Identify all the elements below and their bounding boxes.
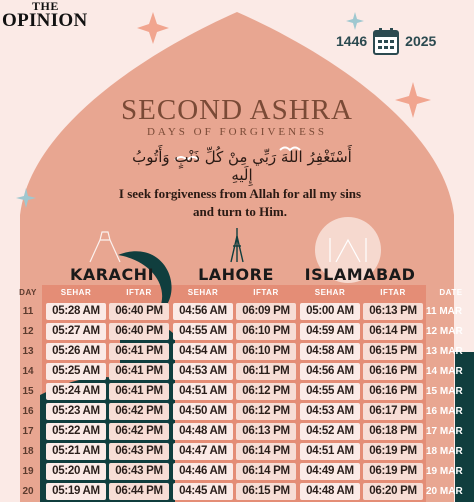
page-title: SECOND ASHRA — [121, 94, 353, 126]
karachi-sehar: 05:21 AM — [46, 443, 106, 460]
lahore-iftar: 06:10 PM — [236, 343, 296, 360]
lahore-sehar: 04:53 AM — [173, 363, 233, 380]
day-number: 12 — [22, 326, 34, 337]
karachi-sehar: 05:19 AM — [46, 483, 106, 500]
date-label: 15 MAR — [426, 386, 463, 397]
date-label: 17 MAR — [426, 426, 463, 437]
date-label: 16 MAR — [426, 406, 463, 417]
lahore-sehar: 04:47 AM — [173, 443, 233, 460]
karachi-sehar: 05:22 AM — [46, 423, 106, 440]
islamabad-iftar: 06:16 PM — [363, 383, 423, 400]
date-label: 18 MAR — [426, 446, 463, 457]
gregorian-year: 2025 — [405, 33, 437, 49]
lahore-iftar: 06:12 PM — [236, 403, 296, 420]
islamabad-iftar: 06:13 PM — [363, 303, 423, 320]
lahore-sehar: 04:56 AM — [173, 303, 233, 320]
islamabad-sehar: 05:00 AM — [300, 303, 360, 320]
lahore-iftar: 06:11 PM — [236, 363, 296, 380]
lahore-sehar: 04:55 AM — [173, 323, 233, 340]
header-iftar: IFTAR — [126, 288, 152, 297]
islamabad-iftar: 06:20 PM — [363, 483, 423, 500]
karachi-iftar: 06:44 PM — [109, 483, 169, 500]
city-lahore: LAHORE — [198, 265, 274, 284]
brand-name: OPINION — [2, 10, 88, 31]
karachi-iftar: 06:43 PM — [109, 443, 169, 460]
date-label: 14 MAR — [426, 366, 463, 377]
day-number: 15 — [22, 386, 34, 397]
dua-translation: I seek forgiveness from Allah for all my sins and turn to Him. — [118, 186, 362, 219]
lahore-sehar: 04:54 AM — [173, 343, 233, 360]
lahore-sehar: 04:48 AM — [173, 423, 233, 440]
karachi-sehar: 05:27 AM — [46, 323, 106, 340]
page-subtitle: DAYS OF FORGIVENESS — [146, 126, 328, 138]
header-sehar: SEHAR — [314, 288, 346, 297]
karachi-sehar: 05:20 AM — [46, 463, 106, 480]
hijri-year: 1446 — [336, 33, 368, 49]
dua-arabic: أَسْتَغْفِرُ اللهَ رَبِّي مِنْ كُلِّ ذَنْبٍ وَأَتُوبُ إِلَيهِ — [132, 148, 352, 184]
lahore-sehar: 04:50 AM — [173, 403, 233, 420]
islamabad-iftar: 06:19 PM — [363, 463, 423, 480]
table-row — [0, 343, 474, 361]
table-row — [0, 403, 474, 421]
lahore-iftar: 06:14 PM — [236, 443, 296, 460]
header-sehar: SEHAR — [60, 288, 92, 297]
islamabad-iftar: 06:14 PM — [363, 323, 423, 340]
islamabad-sehar: 04:55 AM — [300, 383, 360, 400]
header-iftar: IFTAR — [380, 288, 406, 297]
table-row — [0, 303, 474, 321]
header-iftar: IFTAR — [253, 288, 279, 297]
day-number: 17 — [22, 426, 34, 437]
day-number: 13 — [22, 346, 34, 357]
islamabad-sehar: 04:51 AM — [300, 443, 360, 460]
karachi-iftar: 06:41 PM — [109, 363, 169, 380]
karachi-iftar: 06:41 PM — [109, 383, 169, 400]
lahore-iftar: 06:12 PM — [236, 383, 296, 400]
karachi-sehar: 05:28 AM — [46, 303, 106, 320]
day-number: 20 — [22, 486, 34, 497]
header-sehar: SEHAR — [187, 288, 219, 297]
islamabad-iftar: 06:16 PM — [363, 363, 423, 380]
date-label: 11 MAR — [426, 306, 463, 317]
karachi-iftar: 06:42 PM — [109, 423, 169, 440]
table-row — [0, 423, 474, 441]
date-label: 12 MAR — [426, 326, 463, 337]
table-row — [0, 463, 474, 481]
karachi-iftar: 06:42 PM — [109, 403, 169, 420]
islamabad-sehar: 04:58 AM — [300, 343, 360, 360]
islamabad-sehar: 04:52 AM — [300, 423, 360, 440]
sparkle-icon — [137, 12, 169, 44]
day-number: 19 — [22, 466, 34, 477]
islamabad-iftar: 06:15 PM — [363, 343, 423, 360]
lahore-iftar: 06:15 PM — [236, 483, 296, 500]
table-row — [0, 323, 474, 341]
year-box — [336, 26, 436, 56]
karachi-sehar: 05:26 AM — [46, 343, 106, 360]
karachi-iftar: 06:40 PM — [109, 303, 169, 320]
day-number: 11 — [22, 306, 34, 317]
city-islamabad: ISLAMABAD — [304, 265, 416, 284]
islamabad-sehar: 04:56 AM — [300, 363, 360, 380]
islamabad-sehar: 04:48 AM — [300, 483, 360, 500]
table-row — [0, 363, 474, 381]
day-number: 18 — [22, 446, 34, 457]
date-label: 19 MAR — [426, 466, 463, 477]
table-row — [0, 483, 474, 501]
date-label: 13 MAR — [426, 346, 463, 357]
islamabad-sehar: 04:59 AM — [300, 323, 360, 340]
lahore-iftar: 06:13 PM — [236, 423, 296, 440]
city-karachi: KARACHI — [69, 265, 155, 284]
header-date: DATE — [439, 288, 463, 297]
lahore-iftar: 06:14 PM — [236, 463, 296, 480]
lahore-sehar: 04:45 AM — [173, 483, 233, 500]
day-number: 16 — [22, 406, 34, 417]
karachi-sehar: 05:25 AM — [46, 363, 106, 380]
lahore-sehar: 04:46 AM — [173, 463, 233, 480]
lahore-sehar: 04:51 AM — [173, 383, 233, 400]
islamabad-sehar: 04:53 AM — [300, 403, 360, 420]
islamabad-iftar: 06:18 PM — [363, 423, 423, 440]
islamabad-iftar: 06:19 PM — [363, 443, 423, 460]
karachi-sehar: 05:24 AM — [46, 383, 106, 400]
table-row — [0, 443, 474, 461]
date-label: 20 MAR — [426, 486, 463, 497]
karachi-iftar: 06:41 PM — [109, 343, 169, 360]
lahore-iftar: 06:10 PM — [236, 323, 296, 340]
table-row — [0, 383, 474, 401]
lahore-iftar: 06:09 PM — [236, 303, 296, 320]
brand-logo — [2, 0, 92, 30]
karachi-iftar: 06:40 PM — [109, 323, 169, 340]
karachi-iftar: 06:43 PM — [109, 463, 169, 480]
brand-the: THE — [32, 0, 59, 13]
islamabad-sehar: 04:49 AM — [300, 463, 360, 480]
karachi-sehar: 05:23 AM — [46, 403, 106, 420]
calendar-icon — [373, 27, 399, 55]
header-day: DAY — [19, 288, 37, 297]
day-number: 14 — [22, 366, 34, 377]
islamabad-iftar: 06:17 PM — [363, 403, 423, 420]
